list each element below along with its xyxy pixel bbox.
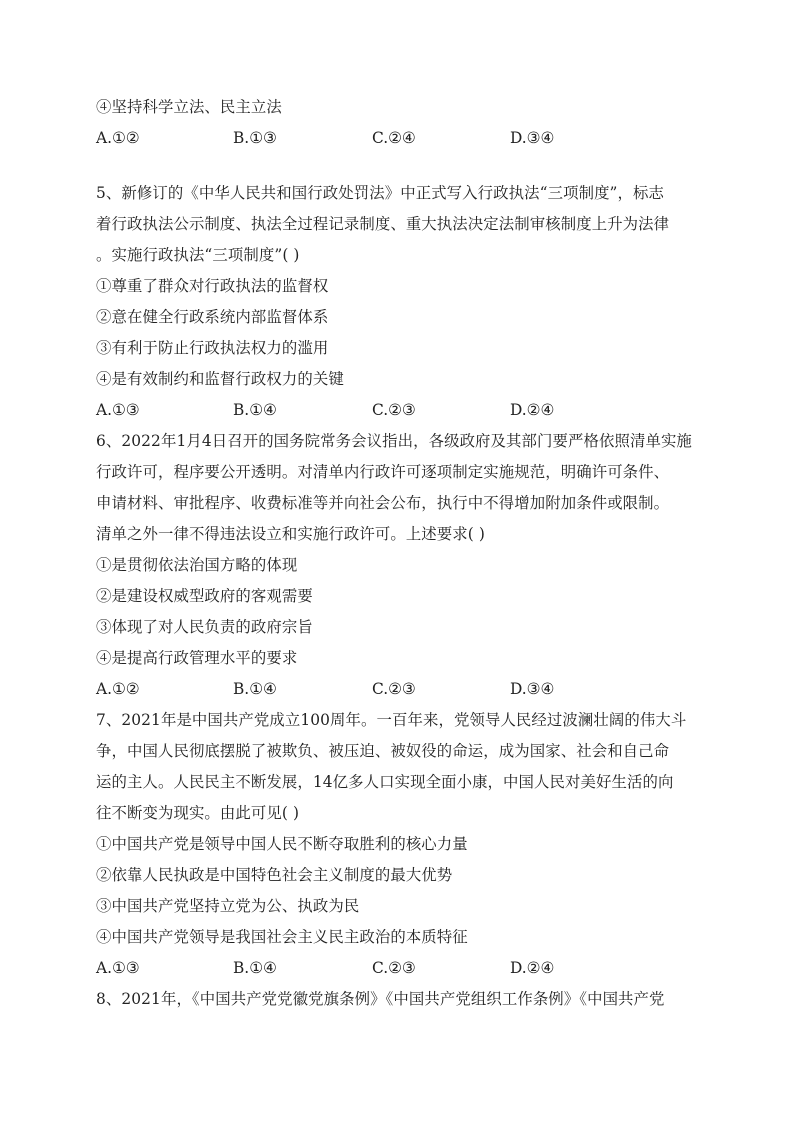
question-4-tail <box>96 92 708 154</box>
answer-d: D.③④ <box>510 129 555 147</box>
answer-b: B.①④ <box>233 401 277 419</box>
question-8 <box>96 984 708 1015</box>
question-stem-line: 往不断变为现实。由此可见( ) <box>96 804 300 822</box>
option-line: ③有利于防止行政执法权力的滥用 <box>96 339 329 357</box>
question-5 <box>96 178 708 426</box>
answer-b: B.①④ <box>233 959 277 977</box>
answer-a: A.①③ <box>96 401 140 419</box>
option-line: ②是建设权威型政府的客观需要 <box>96 587 313 605</box>
question-stem-line: 清单之外一律不得违法设立和实施行政许可。上述要求( ) <box>96 525 485 543</box>
option-line: ④中国共产党领导是我国社会主义民主政治的本质特征 <box>96 928 468 946</box>
option-line: ④是有效制约和监督行政权力的关键 <box>96 370 344 388</box>
answer-b: B.①④ <box>233 680 277 698</box>
question-stem-line: 5、新修订的《中华人民共和国行政处罚法》中正式写入行政执法“三项制度”，标志 <box>96 184 665 202</box>
option-line: ③中国共产党坚持立党为公、执政为民 <box>96 897 360 915</box>
answer-choices <box>96 953 708 984</box>
option-line: ②意在健全行政系统内部监督体系 <box>96 308 329 326</box>
answer-a: A.①② <box>96 680 140 698</box>
question-stem-line: 7、2021年是中国共产党成立100周年。一百年来，党领导人民经过波澜壮阔的伟大斗 <box>96 711 687 729</box>
option-line: ④是提高行政管理水平的要求 <box>96 649 298 667</box>
answer-a: A.①② <box>96 129 140 147</box>
option-line: ②依靠人民执政是中国特色社会主义制度的最大优势 <box>96 866 453 884</box>
question-stem-line: 运的主人。人民民主不断发展，14亿多人口实现全面小康，中国人民对美好生活的向 <box>96 773 674 791</box>
option-line: ③体现了对人民负责的政府宗旨 <box>96 618 313 636</box>
answer-c: C.②③ <box>372 959 416 977</box>
option-line: ①中国共产党是领导中国人民不断夺取胜利的核心力量 <box>96 835 468 853</box>
answer-c: C.②④ <box>372 129 416 147</box>
answer-d: D.②④ <box>510 959 555 977</box>
question-7 <box>96 705 708 984</box>
spacer <box>96 154 708 178</box>
question-stem-line: 8、2021年，《中国共产党党徽党旗条例》《中国共产党组织工作条例》《中国共产党 <box>96 990 665 1008</box>
answer-d: D.②④ <box>510 401 555 419</box>
question-stem-line: 着行政执法公示制度、执法全过程记录制度、重大执法决定法制审核制度上升为法律 <box>96 215 670 233</box>
answer-choices <box>96 395 708 426</box>
answer-c: C.②③ <box>372 401 416 419</box>
answer-choices <box>96 123 708 154</box>
question-stem-line: 行政许可，程序要公开透明。对清单内行政许可逐项制定实施规范，明确许可条件、 <box>96 463 670 481</box>
answer-d: D.③④ <box>510 680 555 698</box>
page-content <box>96 92 708 1015</box>
question-stem-line: 申请材料、审批程序、收费标准等并向社会公布，执行中不得增加附加条件或限制。 <box>96 494 670 512</box>
answer-choices <box>96 674 708 705</box>
answer-a: A.①③ <box>96 959 140 977</box>
option-line: ①尊重了群众对行政执法的监督权 <box>96 277 329 295</box>
question-6 <box>96 426 708 705</box>
question-stem-line: 6、2022年1月4日召开的国务院常务会议指出，各级政府及其部门要严格依照清单实施 <box>96 432 692 450</box>
question-stem-line: 。实施行政执法“三项制度”( ) <box>96 246 300 264</box>
question-stem-line: 争，中国人民彻底摆脱了被欺负、被压迫、被奴役的命运，成为国家、社会和自己命 <box>96 742 670 760</box>
answer-c: C.②③ <box>372 680 416 698</box>
option-line: ①是贯彻依法治国方略的体现 <box>96 556 298 574</box>
option-line: ④坚持科学立法、民主立法 <box>96 98 282 116</box>
answer-b: B.①③ <box>233 129 277 147</box>
